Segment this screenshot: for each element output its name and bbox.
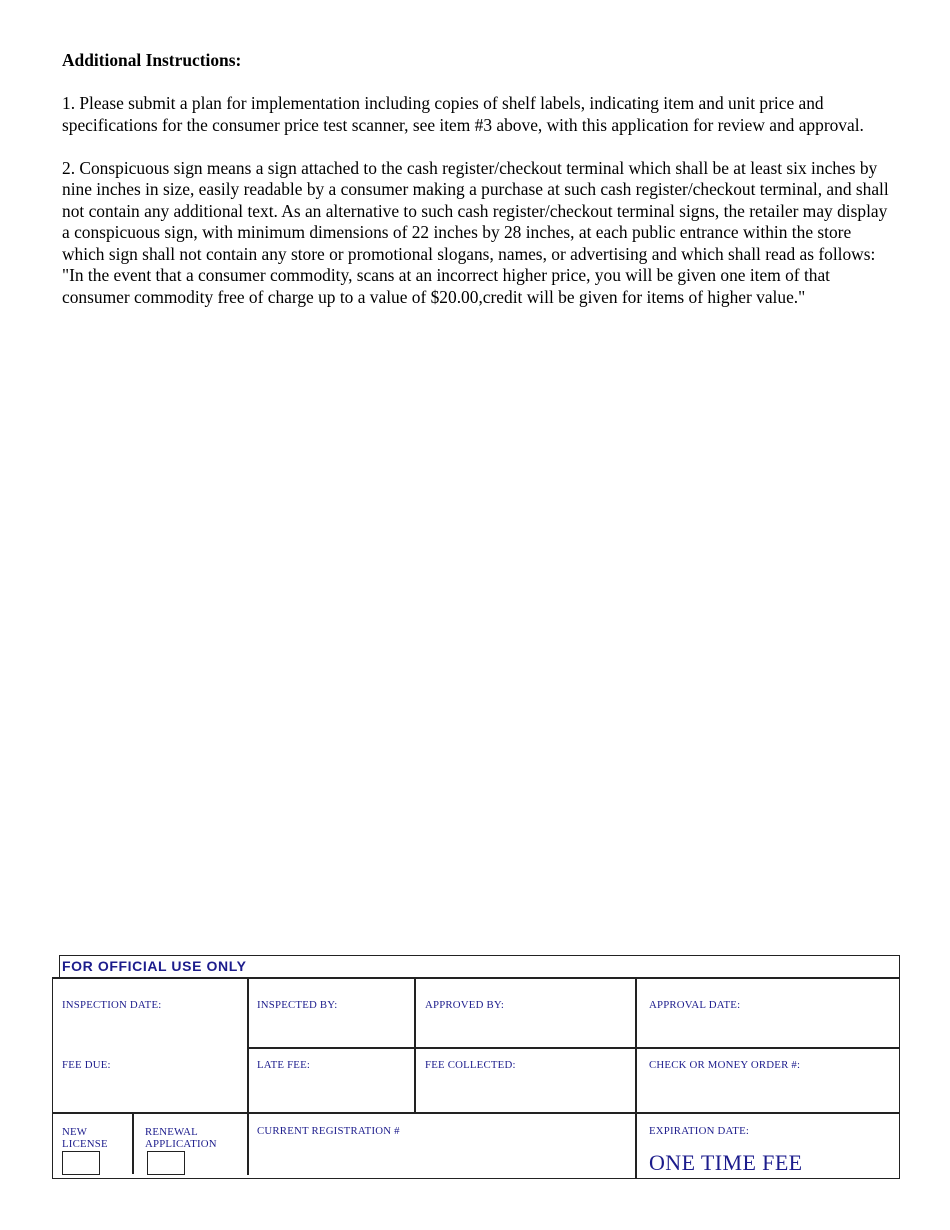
inspection-date-label: INSPECTION DATE: (62, 999, 162, 1011)
approved-by-label: APPROVED BY: (425, 999, 505, 1011)
instruction-item-1: 1. Please submit a plan for implementation including copies of shelf labels, indicating item and unit price and specifications for the consumer price test scanner, see item #3 above, with this application for review and approval. (62, 93, 864, 135)
new-license-checkbox[interactable] (62, 1151, 100, 1175)
official-top-border (59, 955, 900, 956)
col-divider-4 (132, 1112, 134, 1174)
expiration-date-label: EXPIRATION DATE: (649, 1125, 750, 1137)
official-title-left-border (59, 955, 60, 977)
renewal-application-label: RENEWAL APPLICATION (145, 1126, 217, 1150)
renewal-application-checkbox[interactable] (147, 1151, 185, 1175)
check-money-order-label: CHECK OR MONEY ORDER #: (649, 1059, 801, 1071)
inspected-by-label: INSPECTED BY: (257, 999, 338, 1011)
current-registration-label: CURRENT REGISTRATION # (257, 1125, 400, 1137)
fee-collected-label: FEE COLLECTED: (425, 1059, 516, 1071)
col-divider-2 (414, 977, 416, 1112)
instructions-heading: Additional Instructions: (62, 50, 242, 70)
expiration-value: ONE TIME FEE (649, 1150, 803, 1175)
approval-date-label: APPROVAL DATE: (649, 999, 741, 1011)
additional-instructions (62, 48, 892, 330)
official-use-section (52, 955, 900, 1179)
instruction-item-2: 2. Conspicuous sign means a sign attached to the cash register/checkout terminal which shall be at least six inches by nine inches in size, easily readable by a consumer making a purchase at such cash register/checkout terminal, and shall not contain any additional text. As an alternative to such cash register/checkout terminal signs, the retailer may display a conspicuous sign, with minimum dimensions of 22 inches by 28 inches, at each public entrance within the store which sign shall not contain any store or promotional slogans, names, or advertising and which shall read as follows: "In the event that a consumer commodity, scans at an incorrect higher price, you will be given one item of that consumer commodity free of charge up to a value of $20.00,credit will be given for items of higher value." (62, 157, 889, 307)
official-right-border (899, 955, 900, 1179)
col-divider-3 (635, 977, 637, 1179)
row-divider-1 (52, 977, 900, 979)
official-use-title: FOR OFFICIAL USE ONLY (62, 958, 247, 974)
late-fee-label: LATE FEE: (257, 1059, 311, 1071)
fee-due-label: FEE DUE: (62, 1059, 111, 1071)
new-license-label: NEW LICENSE (62, 1126, 108, 1150)
row-divider-2 (247, 1047, 900, 1049)
col-divider-1 (247, 977, 249, 1175)
official-bottom-border (52, 1178, 900, 1179)
official-left-border (52, 977, 53, 1179)
row-divider-3 (52, 1112, 900, 1114)
